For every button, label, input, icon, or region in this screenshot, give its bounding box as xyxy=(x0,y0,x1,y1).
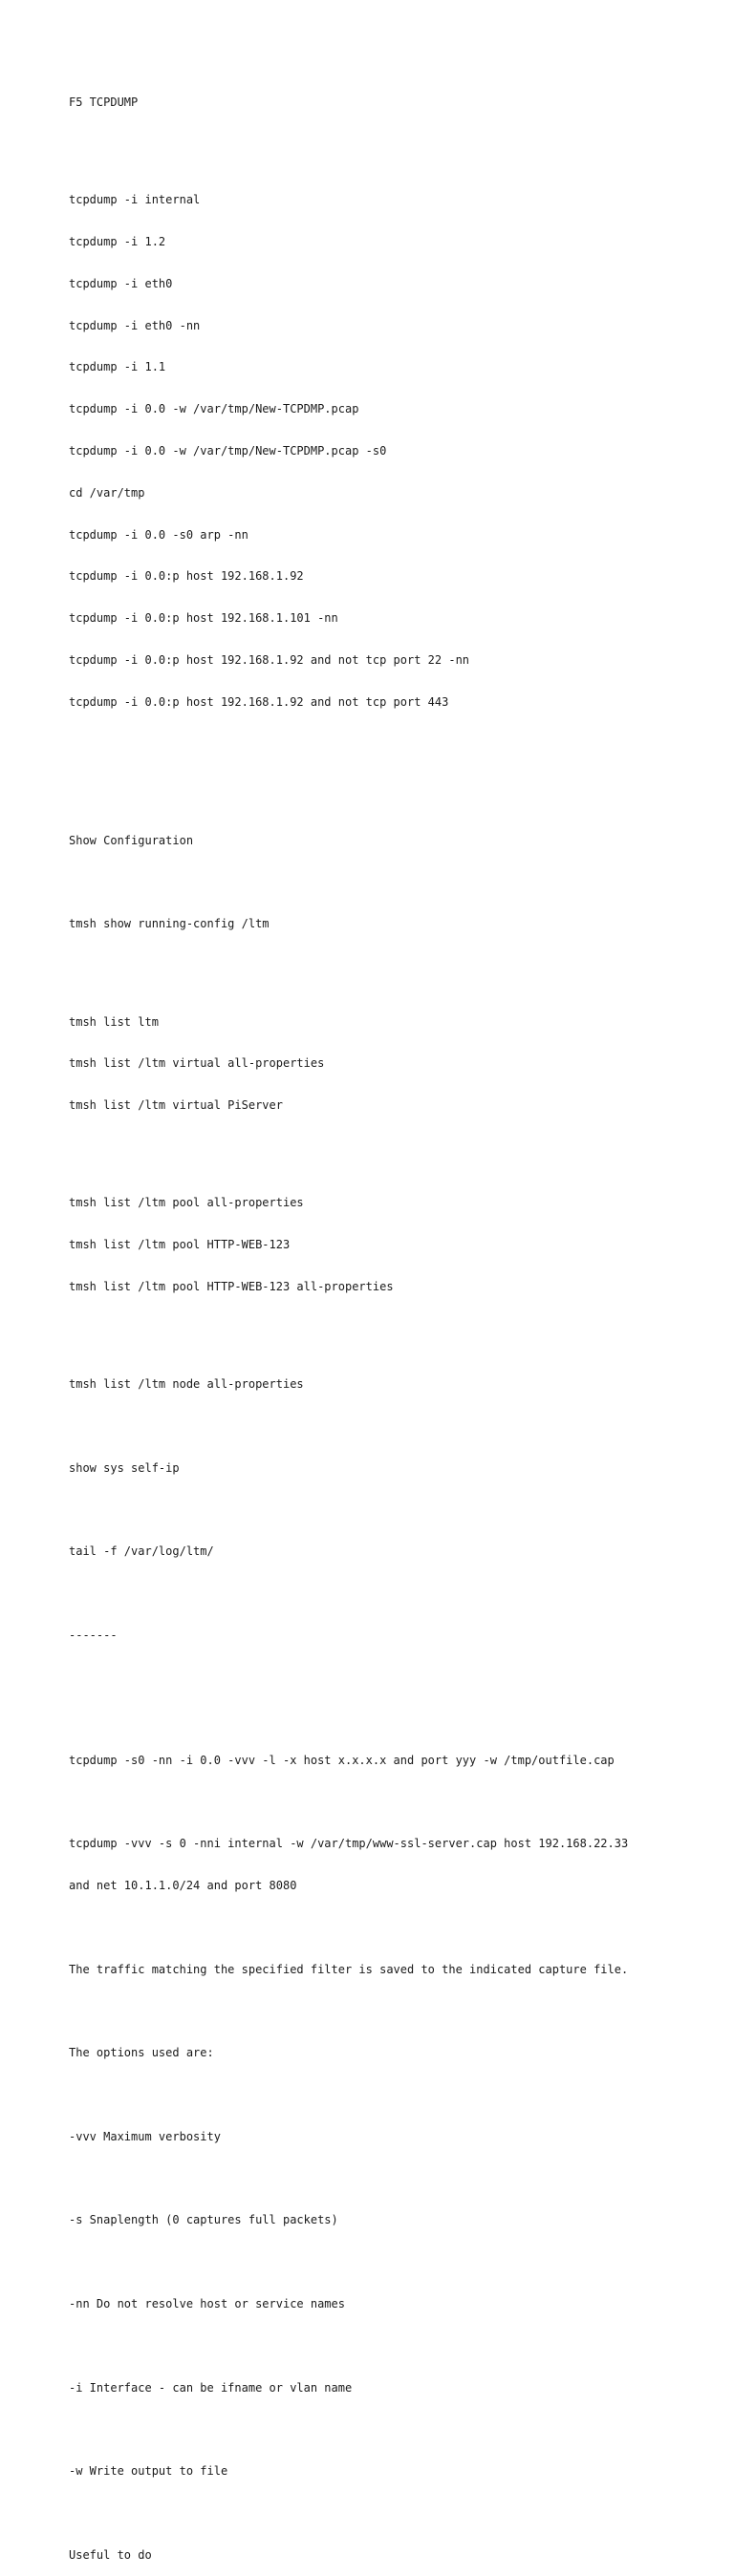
tail-log-cmd: tail -f /var/log/ltm/ xyxy=(69,1544,214,1559)
running-config-cmd: tmsh show running-config /ltm xyxy=(69,917,270,931)
tcpdump-cmd-1: tcpdump -i internal xyxy=(69,193,201,207)
ssl-cmd-line-2: and net 10.1.1.0/24 and port 8080 xyxy=(69,1879,297,1893)
tcpdump-cmd-8: cd /var/tmp xyxy=(69,485,145,500)
doc-title: F5 TCPDUMP xyxy=(69,96,139,110)
options-intro: The options used are: xyxy=(69,2046,214,2060)
tcpdump-cmd-2: tcpdump -i 1.2 xyxy=(69,235,166,249)
tcpdump-cmd-6: tcpdump -i 0.0 -w /var/tmp/New-TCPDMP.pcap xyxy=(69,402,359,416)
option-w: -w Write output to file xyxy=(69,2464,228,2479)
self-ip-cmd: show sys self-ip xyxy=(69,1460,180,1475)
ltm-node-cmd: tmsh list /ltm node all-properties xyxy=(69,1377,304,1392)
tcpdump-cmd-7: tcpdump -i 0.0 -w /var/tmp/New-TCPDMP.pcap -s0 xyxy=(69,444,387,458)
ltm-virtual-cmd-2: tmsh list /ltm virtual all-properties xyxy=(69,1056,325,1071)
tcpdump-cmd-9: tcpdump -i 0.0 -s0 arp -nn xyxy=(69,527,248,542)
tcpdump-cmd-3: tcpdump -i eth0 xyxy=(69,276,173,290)
tcpdump-cmd-4: tcpdump -i eth0 -nn xyxy=(69,318,201,332)
ltm-pool-cmd-2: tmsh list /ltm pool HTTP-WEB-123 xyxy=(69,1238,291,1252)
tcpdump-cmd-11: tcpdump -i 0.0:p host 192.168.1.101 -nn xyxy=(69,611,338,626)
separator-line: ------- xyxy=(69,1628,118,1642)
option-nn: -nn Do not resolve host or service names xyxy=(69,2297,345,2311)
ltm-virtual-cmd-3: tmsh list /ltm virtual PiServer xyxy=(69,1098,283,1113)
tcpdump-cmd-13: tcpdump -i 0.0:p host 192.168.1.92 and not tcp port 443 xyxy=(69,694,449,709)
tcpdump-cmd-5: tcpdump -i 1.1 xyxy=(69,360,166,374)
tcpdump-cmd-12: tcpdump -i 0.0:p host 192.168.1.92 and not tcp port 22 -nn xyxy=(69,652,470,667)
tcpdump-cmd-10: tcpdump -i 0.0:p host 192.168.1.92 xyxy=(69,569,304,584)
outfile-cmd: tcpdump -s0 -nn -i 0.0 -vvv -l -x host x.x.x.x and port yyy -w /tmp/outfile.cap xyxy=(69,1753,615,1767)
ltm-virtual-cmd-1: tmsh list ltm xyxy=(69,1014,159,1029)
option-i: -i Interface - can be ifname or vlan name xyxy=(69,2380,353,2395)
ssl-cmd-line-1: tcpdump -vvv -s 0 -nni internal -w /var/tmp/www-ssl-server.cap host 192.168.22.33 xyxy=(69,1837,629,1851)
traffic-note: The traffic matching the specified filter is saved to the indicated capture file. xyxy=(69,1962,629,1976)
document-page xyxy=(69,68,719,2576)
ltm-pool-cmd-1: tmsh list /ltm pool all-properties xyxy=(69,1196,304,1210)
option-vvv: -vvv Maximum verbosity xyxy=(69,2129,221,2143)
option-s: -s Snaplength (0 captures full packets) xyxy=(69,2213,338,2227)
show-config-heading: Show Configuration xyxy=(69,833,194,847)
ltm-pool-cmd-3: tmsh list /ltm pool HTTP-WEB-123 all-properties xyxy=(69,1279,394,1293)
useful-to-do: Useful to do xyxy=(69,2547,152,2562)
